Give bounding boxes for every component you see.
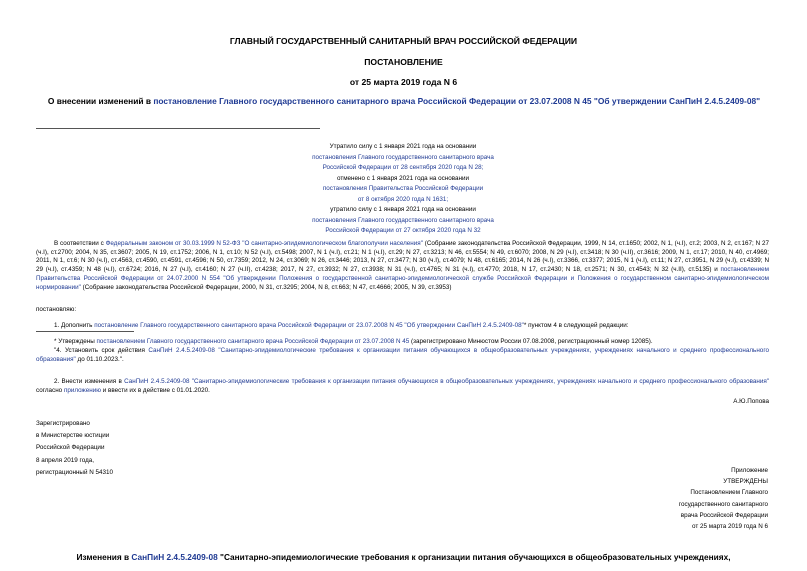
status-link[interactable]: постановления Главного государственного санитарного врача — [312, 153, 494, 161]
changes-heading-prefix: Изменения в — [76, 552, 132, 562]
status-line: отменено с 1 января 2021 года на основании — [336, 174, 470, 182]
federal-law-link[interactable]: Федеральным законом от 30.03.1999 N 52-ФЗ "О санитарно-эпидемиологическом благополучии населения" — [105, 240, 423, 247]
doc-type-heading: ПОСТАНОВЛЕНИЕ — [364, 57, 443, 67]
doc-date: от 25 марта 2019 года N 6 — [349, 77, 458, 87]
appendix-line: государственного санитарного — [678, 500, 768, 508]
changes-heading-rest: "Санитарно-эпидемиологические требования к организации питания обучающихся в общеобразовательных учреждениях, — [217, 552, 731, 562]
appendix-line: Постановлением Главного — [690, 489, 768, 497]
agency-heading: ГЛАВНЫЙ ГОСУДАРСТВЕННЫЙ САНИТАРНЫЙ ВРАЧ РОССИЙСКОЙ ФЕДЕРАЦИИ — [229, 36, 578, 46]
footnote-link[interactable]: постановлением Главного государственного санитарного врача Российской Федерации от 23.07.2008 N 45 — [96, 338, 410, 345]
sanpin-link[interactable]: СанПиН 2.4.5.2409-08 "Санитарно-эпидемиологические требования к организации питания обучающихся в общеобразовательных учреждениях, учреждениях начального и среднего профессионального образования" — [124, 378, 769, 385]
status-line: утратило силу с 1 января 2021 года на основании — [330, 206, 476, 213]
resolve-word: постановляю: — [36, 306, 77, 313]
item-text: до 01.10.2023.". — [75, 355, 124, 363]
changes-heading-link[interactable]: СанПиН 2.4.5.2409-08 — [131, 552, 218, 562]
status-link[interactable]: постановления Главного государственного санитарного врача — [312, 216, 494, 224]
page-title — [36, 96, 772, 107]
appendix-link[interactable]: приложению — [63, 386, 101, 394]
title-link[interactable]: постановление Главного государственного санитарного врача Российской Федерации от 23.07.2008 N 45 "Об утверждении СанПиН 2.4.5.2409-08" — [153, 96, 761, 106]
preamble-paragraph — [36, 240, 769, 292]
footnote-text: (зарегистрировано Минюстом России 07.08.2008, регистрационный номер 12085). — [409, 338, 653, 345]
item-text: и ввести их в действие с 01.01.2020. — [100, 386, 210, 394]
registration-block — [36, 418, 236, 479]
registration-line: регистрационный N 54310 — [36, 468, 114, 476]
status-link[interactable]: Российской Федерации от 28 сентября 2020 года N 28; — [322, 164, 484, 171]
divider-footnote — [36, 331, 134, 332]
changes-heading — [0, 552, 807, 563]
status-link[interactable]: Российской Федерации от 27 октября 2020 года N 32 — [325, 227, 481, 234]
signature: А.Ю.Попова — [733, 398, 769, 405]
registration-line: Зарегистрировано — [36, 420, 90, 427]
preamble-text: В соответствии с — [54, 240, 106, 247]
appendix-line: врача Российской Федерации — [680, 511, 768, 519]
item-text: "4. Установить срок действия — [54, 347, 149, 354]
item-2-paragraph — [36, 378, 769, 395]
appendix-block — [605, 465, 768, 532]
divider-top — [36, 128, 320, 129]
item-text: 2. Внести изменения в — [54, 378, 125, 385]
title-prefix: О внесении изменений в — [47, 96, 154, 106]
registration-line: в Министерстве юстиции — [36, 432, 110, 440]
item-text: 1. Дополнить — [54, 322, 95, 329]
appendix-line: от 25 марта 2019 года N 6 — [691, 523, 768, 531]
status-line: Утратило силу с 1 января 2021 года на основании — [329, 143, 477, 150]
item-1-paragraph — [36, 322, 769, 331]
item-text: * пунктом 4 в следующей редакции: — [523, 322, 629, 329]
appendix-line: УТВЕРЖДЕНЫ — [723, 478, 768, 486]
status-block — [250, 142, 556, 237]
sanpin-link[interactable]: СанПиН 2.4.5.2409-08 "Санитарно-эпидемиологические требования к организации питания обучающихся в общеобразовательных учреждениях, учреждениях начального и среднего профессионального образования" — [36, 347, 769, 363]
footnote-paragraph — [36, 338, 769, 347]
status-link[interactable]: постановления Правительства Российской Федерации — [322, 185, 484, 192]
status-link[interactable]: от 8 октября 2020 года N 1631; — [357, 195, 449, 203]
preamble-text: (Собрание законодательства Российской Федерации, 2000, N 31, ст.3295; 2004, N 8, ст.663; N 47, ст.4666; 2005, N 39, ст.3953) — [80, 283, 452, 291]
item-text: согласно — [36, 386, 64, 394]
item-1-link[interactable]: постановление Главного государственного санитарного врача Российской Федерации от 23.07.2008 N 45 "Об утверждении СанПиН 2.4.5.2409-08" — [94, 322, 524, 329]
appendix-line: Приложение — [731, 467, 768, 474]
registration-line: 8 апреля 2019 года, — [36, 456, 94, 464]
footnote-text: * Утверждены — [54, 338, 97, 345]
registration-line: Российской Федерации — [36, 444, 105, 452]
item-4-paragraph — [36, 347, 769, 364]
preamble-text: (Собрание законодательства Российской Федерации, 1999, N 14, ст.1650; 2002, N 1, (ч.I), ст.2; 2003, N 2, ст.167; N 27 (ч.I), ст.2700; 2004, N 35, ст.3607; 2005, N 19, ст.1752; 2006, N 1, ст.10; N 52 (ч.I), ст.5498; 2007, N 1 (ч.I), ст.21; N 1 (ч.I), ст.29; N 27, ст.3213; N 46, ст.5554; N 49, ст.6070; 2008, N 29 (ч.I), ст.3418; N 30 (ч.II), ст.3616; 2009, N 1, ст.17; 2010, N 40, ст.4969; 2011, N 1, ст.6; N 30 (ч.I), ст.4563, ст.4590, ст.4591, ст.4596; N 50, ст.7359; 2012, N 24, ст.3069; N 26, ст.3446; 2013, N 27, ст.3477; N 30 (ч.I), ст.4079; N 48, ст.6165; 2014, N 26 (ч.I), ст.3366, ст.3377; 2015, N 1 (ч.I), ст.11; N 27, ст.3951, N 29 (ч.I), ст.4339; N 29 (ч.I), ст.4359; N 48 (ч.I), ст.6724; 2016, N 27 (ч.I), ст.4160; N 27 (ч.II), ст.4238; 2017, N 27, ст.3932; N 27, ст.3938; N 31 (ч.I), ст.4765; N 31 (ч.I), ст.4770; 2018, N 17, ст.2430; N 18, ст.2571; N 30, ст.4543; N 32 (ч.II), ст.5135) и — [36, 240, 769, 274]
government-resolution-link[interactable]: постановлением Правительства Российской Федерации от 24.07.2000 N 554 "Об утверждении Положения о государственной санитарно-эпидемиологической службе Российской Федерации и Положения о государственном санитарно-эпидемиологическом нормировании" — [36, 266, 769, 291]
